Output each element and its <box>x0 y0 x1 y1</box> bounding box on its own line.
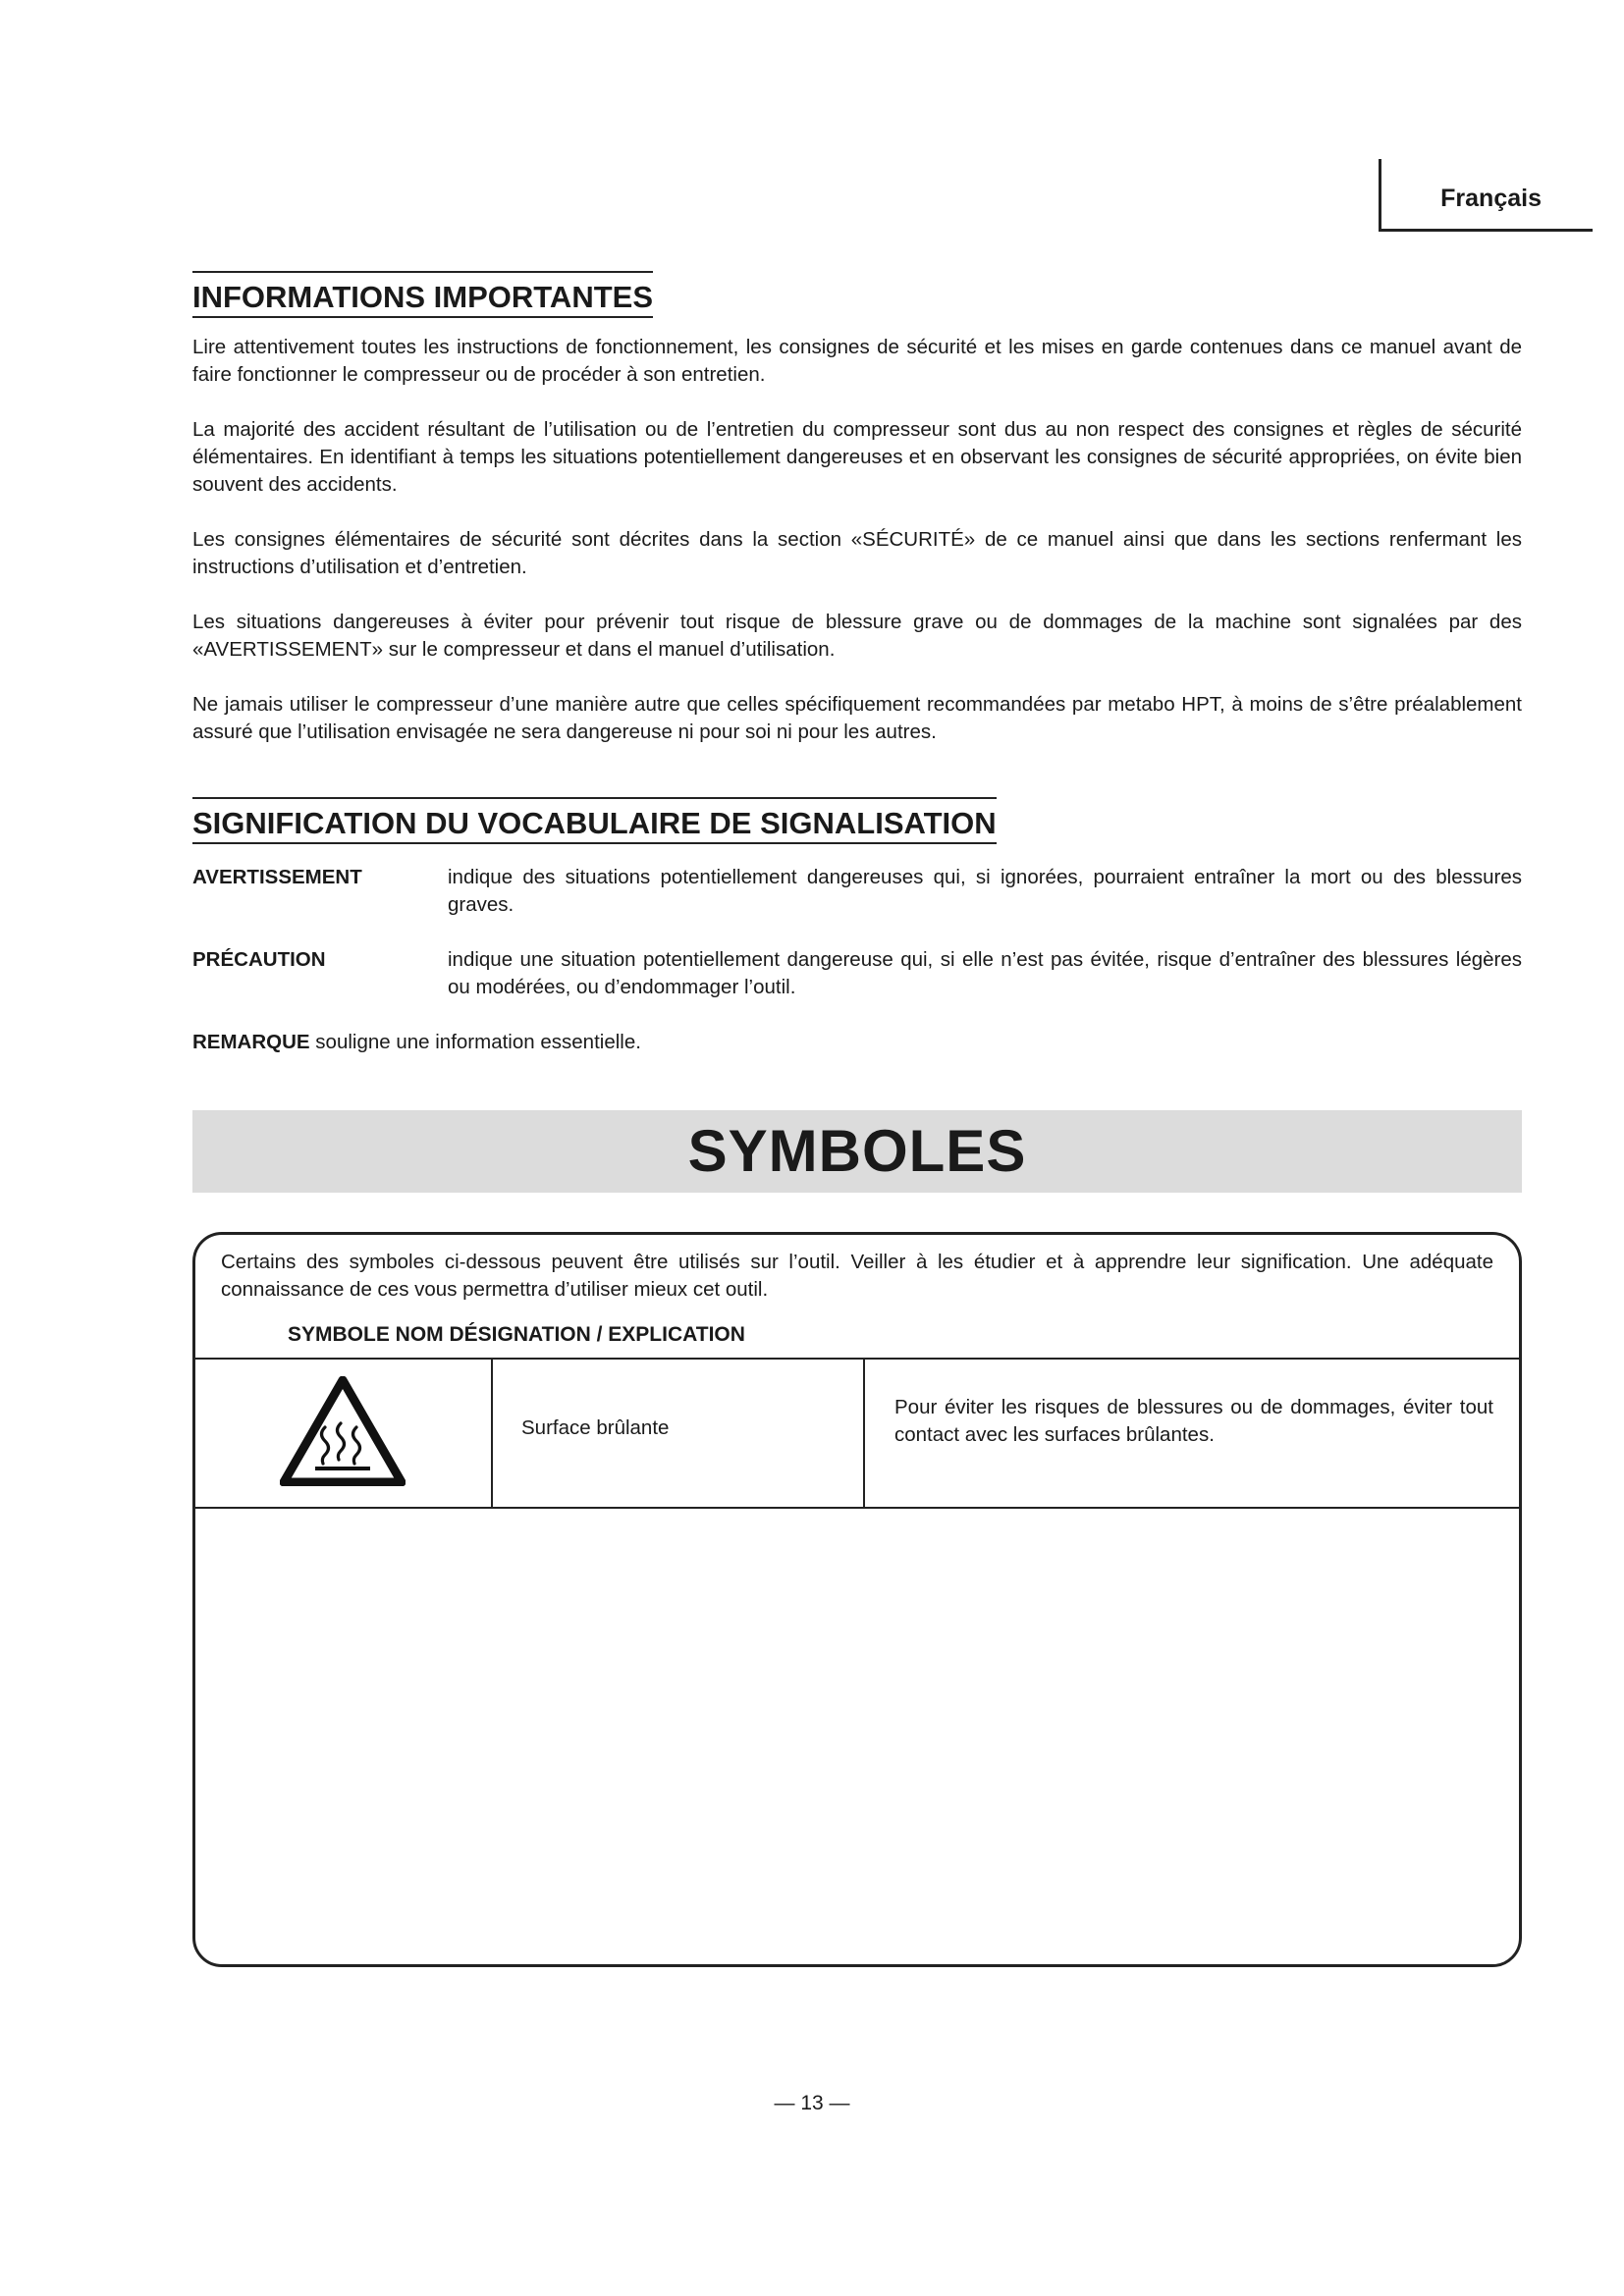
symbols-intro: Certains des symboles ci-dessous peuvent être utilisés sur l’outil. Veiller à les étudier et à apprendre leur signification. Une adéquate connaissance de ces vous permettra d’utiliser mieux cet outil. <box>221 1251 1493 1301</box>
remark-row <box>192 1029 1522 1056</box>
definition-precaution: indique une situation potentiellement dangereuse qui, si elle n’est pas évitée, risque d’entraîner des blessures légères ou modérées, ou d’endommager l’outil. <box>448 948 1522 998</box>
term-precaution: PRÉCAUTION <box>192 948 326 971</box>
definition-avertissement: indique des situations potentiellement dangereuses qui, si ignorées, pourraient entraîner la mort ou des blessures graves. <box>448 866 1522 916</box>
informations-title: INFORMATIONS IMPORTANTES <box>192 271 653 318</box>
remark-term: REMARQUE <box>192 1031 310 1053</box>
info-paragraph-3: Les consignes élémentaires de sécurité sont décrites dans la section «SÉCURITÉ» de ce manuel ainsi que dans les sections renfermant les instructions d’utilisation et d’entretien. <box>192 528 1522 578</box>
symbols-table <box>192 1232 1522 1967</box>
info-paragraph-4: Les situations dangereuses à éviter pour prévenir tout risque de blessure grave ou de dommages de la machine sont signalées par des «AVERTISSEMENT» sur le compresseur et dans el manuel d’utilisation. <box>192 611 1522 661</box>
signification-title: SIGNIFICATION DU VOCABULAIRE DE SIGNALISATION <box>192 797 997 844</box>
info-paragraph-2: La majorité des accident résultant de l’utilisation ou de l’entretien du compresseur sont dus au non respect des consignes et règles de sécurité élémentaires. En identifiant à temps les situations potentiellement dangereuses et en observant les consignes de sécurité appropriées, on évite bien souvent des accidents. <box>192 418 1522 496</box>
table-divider-bottom <box>195 1507 1519 1509</box>
table-row-symbol-cell <box>280 1376 406 1486</box>
info-paragraph-5: Ne jamais utiliser le compresseur d’une manière autre que celles spécifiquement recommandées par metabo HPT, à moins de s’être préalablement assuré que l’utilisation envisagée ne sera dangereuse ni pour soi ni pour les autres. <box>192 693 1522 743</box>
hot-surface-warning-icon <box>280 1376 406 1486</box>
language-tab <box>1379 159 1593 232</box>
term-avertissement: AVERTISSEMENT <box>192 866 362 888</box>
info-paragraph-1: Lire attentivement toutes les instructions de fonctionnement, les consignes de sécurité et les mises en garde contenues dans ce manuel avant de faire fonctionner le compresseur ou de procéder à son entretien. <box>192 336 1522 386</box>
table-divider-top <box>195 1358 1519 1360</box>
remark-text: souligne une information essentielle. <box>315 1031 641 1053</box>
table-column-divider-2 <box>863 1358 865 1507</box>
symbol-explanation: Pour éviter les risques de blessures ou de dommages, éviter tout contact avec les surfaces brûlantes. <box>894 1396 1493 1446</box>
page-number: — 13 — <box>774 2092 850 2114</box>
table-column-divider-1 <box>491 1358 493 1507</box>
symbol-name: Surface brûlante <box>521 1416 670 1439</box>
language-label: Français <box>1440 185 1542 212</box>
symbols-column-header: SYMBOLE NOM DÉSIGNATION / EXPLICATION <box>288 1323 745 1346</box>
symboles-banner <box>192 1110 1522 1193</box>
symboles-title: SYMBOLES <box>687 1118 1027 1184</box>
